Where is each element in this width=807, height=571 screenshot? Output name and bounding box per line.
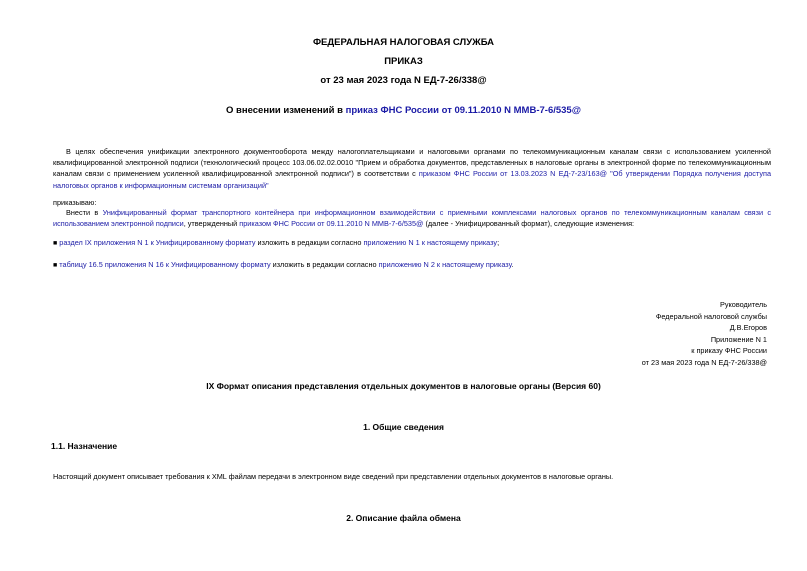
subsection-exchange-file: 2. Описание файла обмена	[346, 513, 461, 523]
title-prefix: О внесении изменений в	[226, 105, 346, 116]
bullet-item-1: ■ раздел IX приложения N 1 к Унифицированному формату изложить в редакции согласно приложению N 1 к настоящему приказу;	[53, 238, 500, 247]
doc-title	[0, 105, 807, 116]
preamble-link-title[interactable]: "Об утверждении Порядка получения доступа налоговых органов к информационным системам организаций"	[53, 169, 771, 190]
main-mid: , утвержденный	[183, 219, 240, 229]
subsection-general: 1. Общие сведения	[363, 422, 444, 432]
subsection-purpose-heading: 1.1. Назначение	[51, 441, 118, 451]
bullet-2-link-a[interactable]: таблицу 16.5 приложения N 16 к Унифицированному формату	[59, 260, 271, 269]
signature-line: Федеральной налоговой службы	[655, 311, 767, 321]
main-paragraph	[53, 207, 771, 229]
signature-line: Приложение N 1	[710, 334, 767, 344]
bullet-2-link-b[interactable]: приложению N 2 к настоящему приказу	[378, 260, 512, 269]
main-link-order[interactable]: приказом ФНС России от 09.11.2010 N ММВ-7-6/535@	[239, 219, 424, 229]
preamble-link-order[interactable]: приказом ФНС России от 13.03.2023 N ЕД-7-23/163@	[418, 169, 608, 179]
order-word: приказываю:	[53, 198, 97, 207]
preamble-text: В целях обеспечения унификации электронного документооборота между налогоплательщиками и налоговыми органами по телекоммуникационным каналам связи с использованием усиленной квалифицированной электронной подписи (технологический процесс 103.06.02.02.0010 "Прием и обработка документов, представленных в налоговые органы в электронной форме по телекоммуникационным каналам связи с применением усиленной квалифицированной электронной подписи") в соответствии с	[53, 147, 771, 179]
title-link[interactable]: приказ ФНС России от 09.11.2010 N ММВ-7-6/535@	[345, 105, 581, 116]
purpose-text: Настоящий документ описывает требования к XML файлам передачи в электронном виде сведений при представлении отдельных документов в налоговые органы.	[53, 472, 614, 481]
bullet-1-link-a[interactable]: раздел IX приложения N 1 к Унифицированному формату	[59, 238, 256, 247]
doc-type: ПРИКАЗ	[384, 56, 423, 67]
bullet-item-2: ■ таблицу 16.5 приложения N 16 к Унифицированному формату изложить в редакции согласно приложению N 2 к настоящему приказу.	[53, 260, 514, 269]
main-suffix: (далее - Унифицированный формат), следующие изменения:	[423, 219, 635, 229]
signature-line: от 23 мая 2023 года N ЕД-7-26/338@	[641, 357, 767, 367]
signature-block	[642, 299, 767, 369]
main-link-format[interactable]: Унифицированный формат транспортного контейнера при информационном взаимодействии с приемными комплексами налоговых органов по телекоммуникационным каналам связи с использованием электронной подписи	[53, 208, 771, 229]
bullet-dot-icon: ■	[53, 262, 58, 269]
doc-date-number: от 23 мая 2023 года N ЕД-7-26/338@	[320, 75, 487, 86]
main-prefix: Внести в	[66, 208, 103, 217]
signature-line: Д.В.Егоров	[729, 323, 767, 333]
preamble-paragraph	[53, 146, 771, 191]
signature-line: к приказу ФНС России	[691, 346, 767, 356]
agency-name: ФЕДЕРАЛЬНАЯ НАЛОГОВАЯ СЛУЖБА	[312, 37, 495, 48]
bullet-1-link-b[interactable]: приложению N 1 к настоящему приказу	[363, 238, 498, 247]
section-title: IX Формат описания представления отдельных документов в налоговые органы (Версия 60)	[206, 381, 601, 391]
signature-line: Руководитель	[719, 300, 767, 309]
bullet-dot-icon: ■	[53, 240, 58, 247]
